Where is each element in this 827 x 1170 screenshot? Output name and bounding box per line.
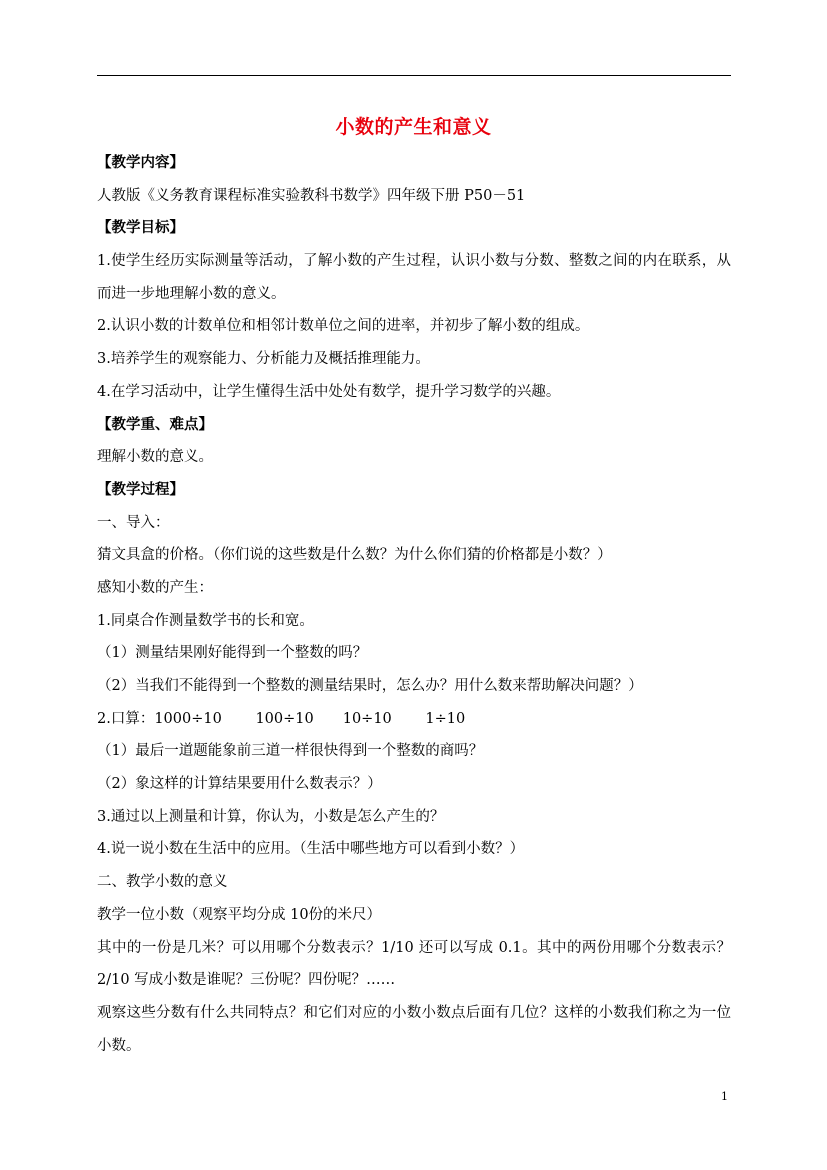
paragraph-line: （2）当我们不能得到一个整数的测量结果时，怎么办？用什么数来帮助解决问题？） (97, 678, 643, 695)
section-heading: 【教学内容】 (97, 154, 184, 171)
paragraph-line: 一、导入： (97, 514, 170, 531)
paragraph-line: 3.通过以上测量和计算，你认为，小数是怎么产生的？ (97, 808, 445, 825)
section-heading: 【教学重、难点】 (97, 415, 213, 433)
paragraph-line: 猜文具盒的价格。（你们说的这些数是什么数？为什么你们猜的价格都是小数？） (97, 547, 612, 564)
paragraph-line: 1.使学生经历实际测量等活动，了解小数的产生过程，认识小数与分数、整数之间的内在联系，从而进一步地理解小数的意义。 (97, 253, 731, 302)
page-number: 1 (721, 1090, 728, 1103)
paragraph-line: 3.培养学生的观察能力、分析能力及概括推理能力。 (97, 351, 430, 368)
paragraph-line: 感知小数的产生： (97, 579, 213, 596)
document-body (97, 147, 731, 1062)
paragraph-line: 理解小数的意义。 (97, 449, 213, 466)
paragraph-line: 人教版《义务教育课程标准实验教科书数学》四年级下册 P50－51 (97, 187, 526, 204)
paragraph-line: 2.认识小数的计数单位和相邻计数单位之间的进率，并初步了解小数的组成。 (97, 318, 590, 335)
paragraph-line: 1.同桌合作测量数学书的长和宽。 (97, 612, 314, 629)
paragraph-line: 观察这些分数有什么共同特点？和它们对应的小数小数点后面有几位？这样的小数我们称之为一位小数。 (97, 1004, 731, 1054)
paragraph-line: （1）测量结果刚好能得到一个整数的吗？ (97, 645, 368, 662)
paragraph-line: 4.说一说小数在生活中的应用。（生活中哪些地方可以看到小数？） (97, 841, 525, 858)
header-rule (97, 75, 731, 76)
section-heading: 【教学过程】 (97, 480, 184, 498)
paragraph-line: 二、教学小数的意义 (97, 874, 228, 891)
section-heading: 【教学目标】 (97, 219, 184, 237)
paragraph-line: 其中的一份是几米？可以用哪个分数表示？1/10 还可以写成 0.1。其中的两份用哪个分数表示？2/10 写成小数是谁呢？三份呢？四份呢？…… (97, 939, 731, 989)
paragraph-line: （2）象这样的计算结果要用什么数表示？） (97, 776, 382, 793)
paragraph-line: 4.在学习活动中，让学生懂得生活中处处有数学，提升学习数学的兴趣。 (97, 383, 561, 400)
paragraph-line: 2.口算：1000÷10 100÷10 10÷10 1÷10 (97, 710, 466, 727)
paragraph-line: （1）最后一道题能象前三道一样很快得到一个整数的商吗？ (97, 743, 484, 760)
paragraph-line: 教学一位小数（观察平均分成 10份的米尺） (97, 906, 382, 923)
document-title: 小数的产生和意义 (335, 116, 492, 138)
